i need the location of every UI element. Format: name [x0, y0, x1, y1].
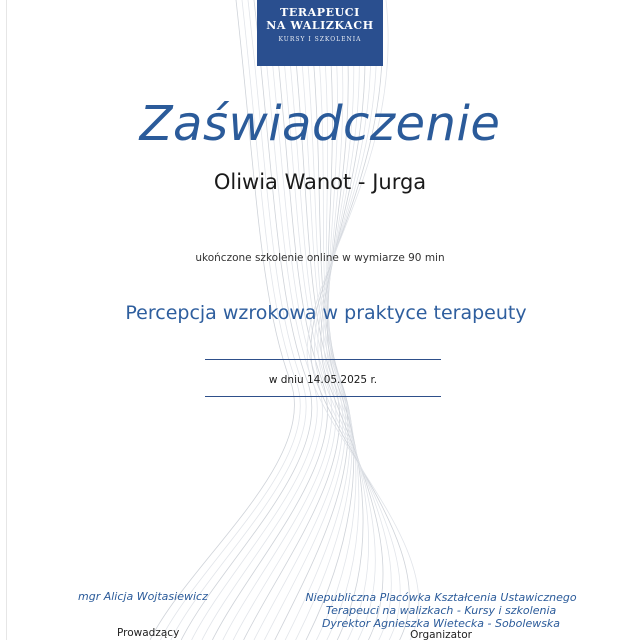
organizer-role: Organizator: [410, 629, 472, 641]
organizer-line-3: Dyrektor Agnieszka Wietecka - Sobolewska: [321, 617, 561, 630]
instructor-role: Prowadzący: [117, 627, 180, 639]
course-title: Percepcja wzrokowa w praktyce terapeuty: [125, 302, 527, 324]
organizer-line-1: Niepubliczna Placówka Kształcenia Ustawicznego: [305, 591, 577, 604]
organizer-line-2: Terapeuci na walizkach - Kursy i szkolenia: [325, 604, 557, 617]
certificate-title: Zaświadczenie: [139, 96, 501, 152]
logo-line-1: TERAPEUCI: [280, 6, 360, 19]
recipient-name: Oliwia Wanot - Jurga: [213, 170, 427, 194]
logo-line-2: NA WALIZKACH: [266, 19, 374, 32]
organizer-signature: [296, 591, 586, 630]
organizer-logo: [257, 0, 383, 66]
divider-top: [205, 359, 441, 360]
logo-line-3: KURSY I SZKOLENIA: [278, 36, 362, 43]
divider-bottom: [205, 396, 441, 397]
completion-date: w dniu 14.05.2025 r.: [268, 374, 378, 386]
instructor-signature: mgr Alicja Wojtasiewicz: [78, 590, 208, 603]
completion-statement: ukończone szkolenie online w wymiarze 90 min: [195, 252, 445, 264]
